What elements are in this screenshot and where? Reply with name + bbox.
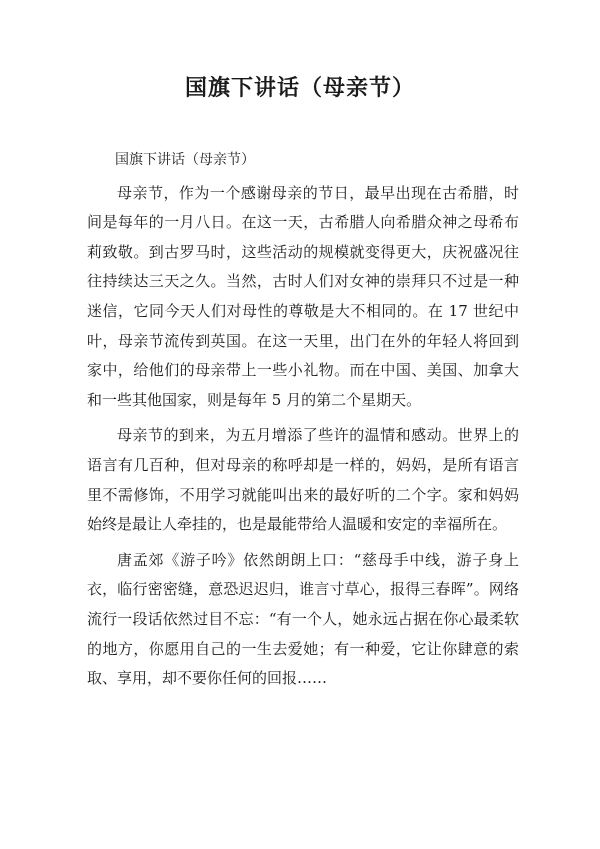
document-title: 国旗下讲话（母亲节） [184,75,415,101]
paragraph-poem-quote: 唐孟郊《游子吟》依然朗朗上口：“慈母手中线，游子身上衣，临行密密缝，意恐迟迟归，谁言寸草心，报得三春晖”。网络流行一段话依然过目不忘：“有一个人，她永远占据在你心最柔软的地方，你愿用自己的一生去爱她；有一种爱，它让你肆意的索取、享用，却不要你任何的回报…… [87,550,519,688]
paragraph-mothers-day-history: 母亲节，作为一个感谢母亲的节日，最早出现在古希腊，时间是每年的一月八日。在这一天，古希腊人向希腊众神之母希布莉致敬。到古罗马时，这些活动的规模就变得更大，庆祝盛况往往持续达三天之久。当然，古时人们对女神的崇拜只不过是一种迷信，它同今天人们对母性的尊敬是大不相同的。在 17 世纪中叶，母亲节流传到英国。在这一天里，出门在外的年轻人将回到家中，给他们的母亲带上一些小礼物。而在中国、美国、加拿大和一些其他国家，则是每年 5 月的第二个星期天。 [87,183,519,409]
paragraph-mothers-day-meaning: 母亲节的到来，为五月增添了些许的温情和感动。世界上的语言有几百种，但对母亲的称呼却是一样的，妈妈，是所有语言里不需修饰，不用学习就能叫出来的最好听的二个字。家和妈妈始终是最让人牵挂的，也是最能带给人温暖和安定的幸福所在。 [87,426,519,534]
document-body [87,146,519,694]
document-subtitle: 国旗下讲话（母亲节） [115,152,255,168]
